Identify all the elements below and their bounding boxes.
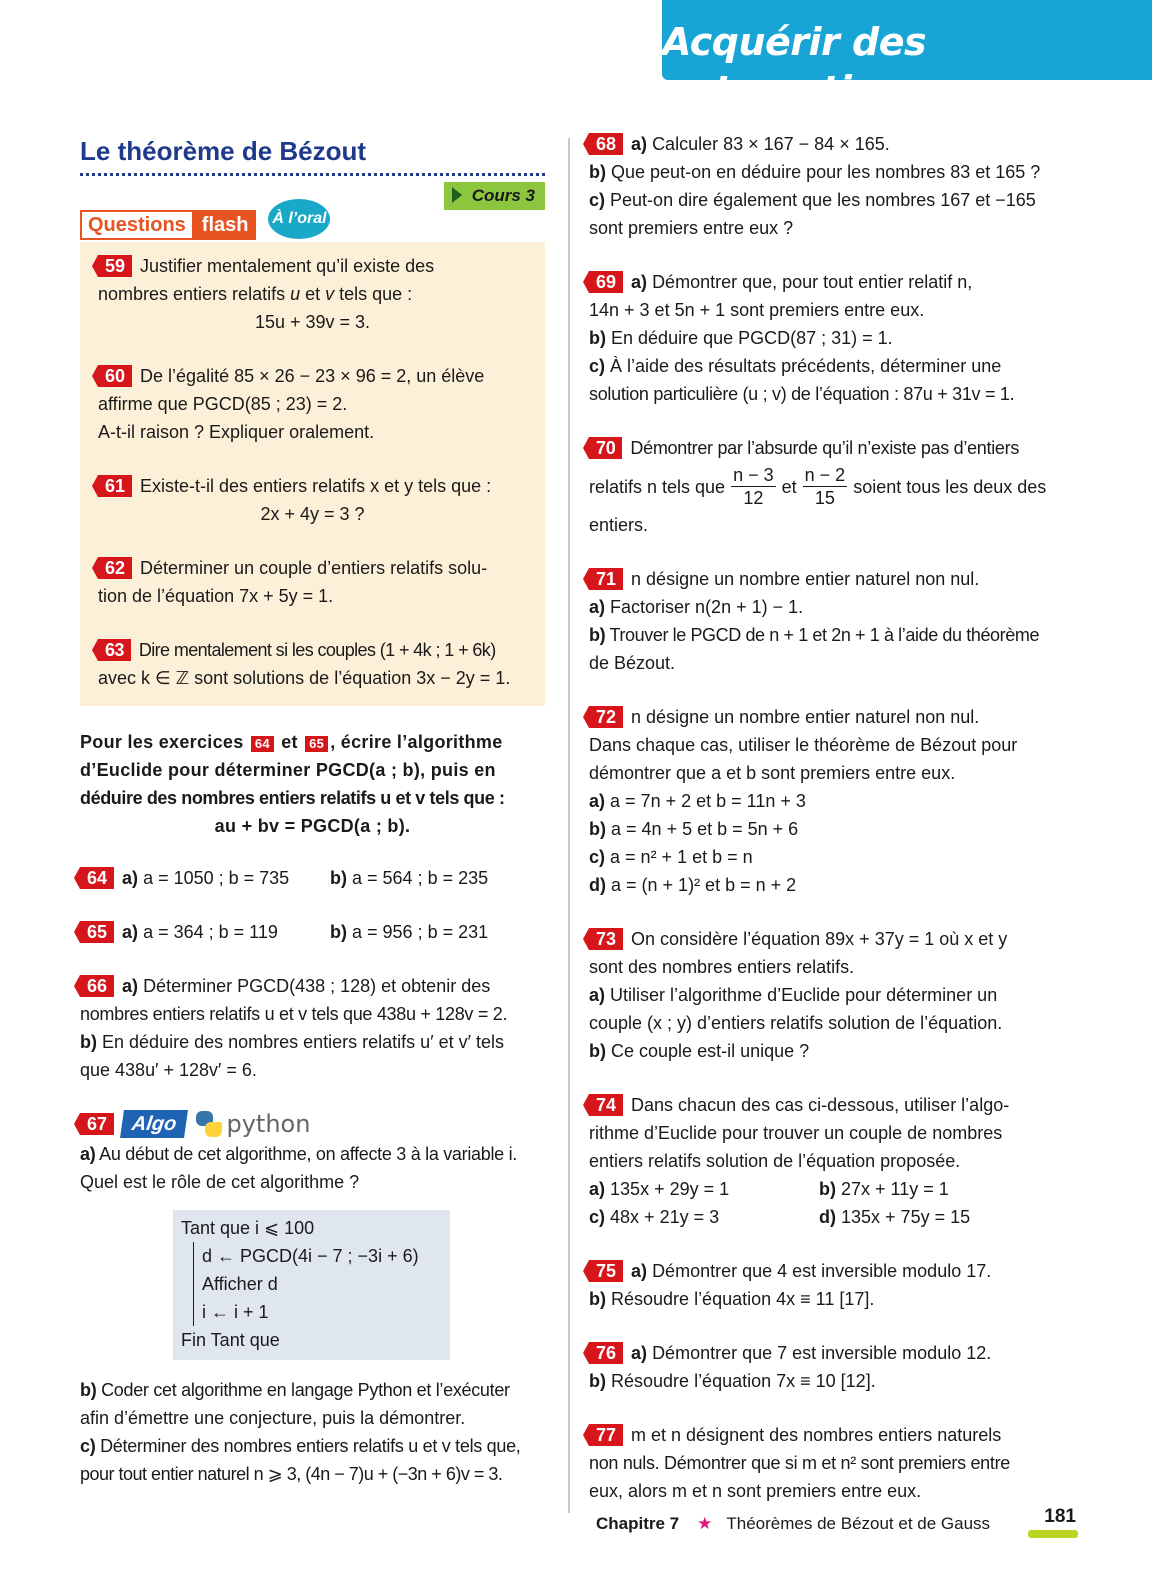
- text-line: relatifs n tels que: [589, 476, 726, 497]
- text-line: On considère l’équation 89x + 37y = 1 où x et y: [631, 929, 1008, 949]
- text-line: a = 7n + 2 et b = 11n + 3: [610, 791, 806, 811]
- text-line: Ce couple est-il unique ?: [611, 1041, 810, 1061]
- text-line: tels que :: [334, 284, 413, 304]
- var-v: v: [325, 284, 335, 304]
- text-line: 135x + 29y = 1: [610, 1179, 730, 1199]
- part-label: b): [80, 1380, 97, 1400]
- exercise-number: 73: [589, 928, 623, 950]
- text-line: a = 364 ; b = 119: [143, 922, 278, 942]
- algo-header: [80, 1110, 545, 1138]
- chapter-label: Chapitre 7: [596, 1514, 680, 1533]
- text-line: Quel est le rôle de cet algorithme ?: [80, 1172, 360, 1192]
- text-line: En déduire que PGCD(87 ; 31) = 1.: [611, 328, 893, 348]
- text-line: de Bézout.: [589, 653, 676, 673]
- part-label: b): [819, 1179, 836, 1199]
- text-line: Calculer 83 × 167 − 84 × 165.: [652, 134, 890, 154]
- cours-badge-label: Cours 3: [471, 186, 535, 205]
- text-line: a = 1050 ; b = 735: [143, 868, 290, 888]
- part-label: a): [631, 134, 648, 154]
- text-line: n désigne un nombre entier naturel non nul.: [631, 569, 980, 589]
- exercise-number: 66: [80, 975, 114, 997]
- exercise-number: 77: [589, 1424, 623, 1446]
- text-line: couple (x ; y) d’entiers relatifs solution de l’équation.: [589, 1013, 1003, 1033]
- text-line: Trouver le PGCD de n + 1 et 2n + 1 à l’aide du théorème: [609, 625, 1040, 645]
- exercise-number: 63: [98, 639, 131, 661]
- part-label: b): [589, 328, 606, 348]
- text-line: Factoriser n(2n + 1) − 1.: [610, 597, 804, 617]
- exercise-71: [589, 565, 1054, 677]
- fraction-numerator: n − 2: [804, 465, 846, 485]
- left-column: [80, 130, 545, 1514]
- text-line: Que peut-on en déduire pour les nombres 83 et 165 ?: [611, 162, 1041, 182]
- algorithm-code-box: [173, 1210, 450, 1360]
- exercise-number: 65: [80, 921, 114, 943]
- exercise-59: [98, 252, 527, 336]
- text-line: tion de l’équation 7x + 5y = 1.: [98, 586, 334, 606]
- part-label: b): [330, 868, 347, 888]
- questions-flash-header: [80, 210, 545, 240]
- part-label: a): [631, 1261, 648, 1281]
- text-line: Pour les exercices: [80, 732, 244, 752]
- exercise-number: 67: [80, 1113, 114, 1135]
- text-line: Au début de cet algorithme, on affecte 3 à la variable i.: [99, 1144, 517, 1164]
- text-line: Démontrer que 4 est inversible modulo 17.: [652, 1261, 992, 1281]
- exercise-72: [589, 703, 1054, 899]
- text-line: Démontrer par l’absurde qu’il n’existe pas d’entiers: [630, 438, 1020, 458]
- part-label: c): [589, 847, 606, 867]
- exercise-67: [80, 1110, 545, 1488]
- part-label: b): [589, 1041, 606, 1061]
- text-line: Justifier mentalement qu’il existe des: [140, 256, 435, 276]
- text-line: Résoudre l’équation 7x ≡ 10 [12].: [611, 1371, 876, 1391]
- part-label: a): [631, 1343, 648, 1363]
- exercise-number: 74: [589, 1094, 623, 1116]
- text-line: 27x + 11y = 1: [841, 1179, 949, 1199]
- exercise-number: 75: [589, 1260, 623, 1282]
- text-line: nombres entiers relatifs u et v tels que 438u + 128v = 2.: [80, 1004, 508, 1024]
- part-label: b): [589, 819, 606, 839]
- text-line: Démontrer que, pour tout entier relatif n,: [652, 272, 973, 292]
- code-line: Tant que i ⩽ 100: [181, 1218, 315, 1238]
- exercise-number: 64: [80, 867, 114, 889]
- part-label: b): [589, 162, 606, 182]
- part-label: b): [80, 1032, 97, 1052]
- text-line: a = (n + 1)² et b = n + 2: [611, 875, 797, 895]
- flash-label: flash: [194, 210, 257, 240]
- text-line: Existe-t-il des entiers relatifs x et y tels que :: [140, 476, 492, 496]
- text-line: a = 956 ; b = 231: [352, 922, 489, 942]
- text-line: Résoudre l’équation 4x ≡ 11 [17].: [611, 1289, 875, 1309]
- questions-label: Questions: [80, 210, 194, 240]
- exercise-65: [80, 918, 545, 946]
- exercise-74: [589, 1091, 1054, 1231]
- exercise-62: [98, 554, 527, 610]
- exercise-77: [589, 1421, 1054, 1505]
- part-label: a): [122, 868, 139, 888]
- equation: 2x + 4y = 3 ?: [260, 504, 365, 524]
- questions-flash-box: [80, 242, 545, 706]
- text-line: entiers.: [589, 515, 649, 535]
- text-line: À l’aide des résultats précédents, déterminer une: [610, 356, 1002, 376]
- text-line: m et n désignent des nombres entiers naturels: [631, 1425, 1002, 1445]
- text-line: Utiliser l’algorithme d’Euclide pour déterminer un: [610, 985, 998, 1005]
- text-line: En déduire des nombres entiers relatifs u′ et v′ tels: [102, 1032, 504, 1052]
- text-line: d’Euclide pour déterminer PGCD(a ; b), puis en: [80, 760, 496, 780]
- exercise-68: [589, 130, 1054, 242]
- text-line: solution particulière (u ; v) de l’équation : 87u + 31v = 1.: [589, 384, 1015, 404]
- exercise-number: 70: [589, 437, 622, 459]
- text-line: Déterminer des nombres entiers relatifs u et v tels que,: [100, 1436, 521, 1456]
- chapter-title: Théorèmes de Bézout et de Gauss: [726, 1514, 991, 1533]
- code-line: Afficher d: [202, 1274, 278, 1294]
- text-line: Déterminer un couple d’entiers relatifs solu-: [140, 558, 488, 578]
- exercise-60: [98, 362, 527, 446]
- part-label: a): [80, 1144, 96, 1164]
- text-line: Dans chaque cas, utiliser le théorème de Bézout pour: [589, 735, 1018, 755]
- text-line: Dans chacun des cas ci-dessous, utiliser l’algo-: [631, 1095, 1010, 1115]
- var-u: u: [290, 284, 301, 304]
- exercise-number: 71: [589, 568, 623, 590]
- part-label: b): [589, 1371, 606, 1391]
- exercise-number: 76: [589, 1342, 623, 1364]
- part-label: a): [122, 922, 139, 942]
- exercise-number: 61: [98, 475, 132, 497]
- text-line: eux, alors m et n sont premiers entre eux.: [589, 1481, 922, 1501]
- code-line: Fin Tant que: [181, 1330, 280, 1350]
- exercise-69: [589, 268, 1054, 408]
- fraction-numerator: n − 3: [733, 465, 774, 485]
- part-label: d): [589, 875, 606, 895]
- equation: au + bv = PGCD(a ; b).: [214, 816, 411, 836]
- cours-badge[interactable]: [444, 182, 545, 210]
- exercise-ref: 64: [251, 736, 274, 752]
- text-line: De l’égalité 85 × 26 − 23 × 96 = 2, un élève: [140, 366, 485, 386]
- text-line: 14n + 3 et 5n + 1 sont premiers entre eux.: [589, 300, 925, 320]
- part-label: a): [631, 272, 648, 292]
- star-icon: ★: [697, 1514, 713, 1533]
- exercise-70: [589, 434, 1054, 539]
- part-label: c): [589, 356, 606, 376]
- exercise-number: 60: [98, 365, 132, 387]
- python-logo-icon: [196, 1111, 222, 1137]
- page-number: 181: [1044, 1506, 1076, 1527]
- exercise-76: [589, 1339, 1054, 1395]
- part-label: a): [589, 791, 606, 811]
- text-line: sont des nombres entiers relatifs.: [589, 957, 855, 977]
- text-line: nombres entiers relatifs: [98, 284, 291, 304]
- exercise-number: 68: [589, 133, 623, 155]
- fraction-1: [731, 464, 776, 509]
- text-line: n désigne un nombre entier naturel non nul.: [631, 707, 980, 727]
- exercise-ref: 65: [305, 736, 328, 752]
- part-label: d): [819, 1207, 836, 1227]
- python-label: python: [226, 1110, 311, 1138]
- text-line: 135x + 75y = 15: [841, 1207, 971, 1227]
- text-line: a = 4n + 5 et b = 5n + 6: [611, 819, 799, 839]
- fraction-denominator: 12: [743, 488, 764, 508]
- text-line: affirme que PGCD(85 ; 23) = 2.: [98, 394, 348, 414]
- text-line: , écrire l’algorithme: [330, 732, 503, 752]
- exercises-64-65-intro: [80, 728, 545, 840]
- algo-badge: Algo: [120, 1110, 188, 1138]
- text-line: 48x + 21y = 3: [610, 1207, 720, 1227]
- text-line: déduire des nombres entiers relatifs u et v tels que :: [80, 788, 505, 808]
- exercise-73: [589, 925, 1054, 1065]
- part-label: b): [330, 922, 347, 942]
- text-line: avec k ∈ ℤ sont solutions de l’équation 3x − 2y = 1.: [98, 668, 511, 688]
- text-line: rithme d’Euclide pour trouver un couple de nombres: [589, 1123, 1003, 1143]
- text-line: et: [781, 476, 797, 497]
- part-label: c): [589, 1207, 606, 1227]
- text-line: a = n² + 1 et b = n: [610, 847, 753, 867]
- code-line: d ← PGCD(4i − 7 ; −3i + 6): [202, 1246, 419, 1266]
- page-number-underline: [1028, 1530, 1078, 1538]
- text-line: afin d’émettre une conjecture, puis la démontrer.: [80, 1408, 466, 1428]
- text-line: et: [281, 732, 298, 752]
- exercise-61: [98, 472, 527, 528]
- part-label: a): [589, 985, 606, 1005]
- exercise-number: 69: [589, 271, 623, 293]
- exercise-number: 72: [589, 706, 623, 728]
- exercise-number: 59: [98, 255, 132, 277]
- column-divider: [568, 138, 570, 1513]
- text-line: entiers relatifs solution de l’équation proposée.: [589, 1151, 961, 1171]
- text-line: Déterminer PGCD(438 ; 128) et obtenir des: [143, 976, 491, 996]
- fraction-denominator: 15: [814, 488, 835, 508]
- exercise-63: [98, 636, 527, 692]
- part-label: a): [589, 597, 606, 617]
- text-line: Peut-on dire également que les nombres 167 et −165: [610, 190, 1036, 210]
- text-line: Dire mentalement si les couples (1 + 4k ; 1 + 6k): [138, 640, 496, 660]
- chapter-banner: [662, 0, 1152, 112]
- text-line: pour tout entier naturel n ⩾ 3, (4n − 7)u + (−3n + 6)v = 3.: [80, 1464, 503, 1484]
- section-title: Le théorème de Bézout: [80, 136, 367, 166]
- text-line: et: [300, 284, 326, 304]
- right-column: [589, 130, 1054, 1531]
- oral-badge: À l’oral: [268, 199, 330, 239]
- part-label: a): [589, 1179, 606, 1199]
- page-footer: [596, 1510, 1076, 1538]
- text-line: sont premiers entre eux ?: [589, 218, 794, 238]
- text-line: démontrer que a et b sont premiers entre eux.: [589, 763, 956, 783]
- part-label: a): [122, 976, 139, 996]
- exercise-75: [589, 1257, 1054, 1313]
- arrow-icon: [452, 187, 462, 203]
- part-label: b): [589, 625, 606, 645]
- part-label: b): [589, 1289, 606, 1309]
- text-line: soient tous les deux des: [853, 476, 1047, 497]
- loop-body: [193, 1242, 440, 1326]
- exercise-number: 62: [98, 557, 132, 579]
- part-label: c): [80, 1436, 96, 1456]
- text-line: A-t-il raison ? Expliquer oralement.: [98, 422, 375, 442]
- text-line: Coder cet algorithme en langage Python et l’exécuter: [101, 1380, 510, 1400]
- exercise-64: [80, 864, 545, 892]
- text-line: non nuls. Démontrer que si m et n² sont premiers entre: [589, 1453, 1010, 1473]
- equation: 15u + 39v = 3.: [254, 312, 371, 332]
- dotted-divider: [80, 172, 545, 176]
- code-line: i ← i + 1: [202, 1302, 269, 1322]
- text-line: Démontrer que 7 est inversible modulo 12.: [652, 1343, 992, 1363]
- text-line: a = 564 ; b = 235: [352, 868, 489, 888]
- fraction-2: [803, 464, 848, 509]
- banner-title: Acquérir des automatismes: [662, 20, 960, 112]
- exercise-66: [80, 972, 545, 1084]
- part-label: c): [589, 190, 606, 210]
- text-line: que 438u′ + 128v′ = 6.: [80, 1060, 257, 1080]
- questions-flash: [80, 210, 545, 706]
